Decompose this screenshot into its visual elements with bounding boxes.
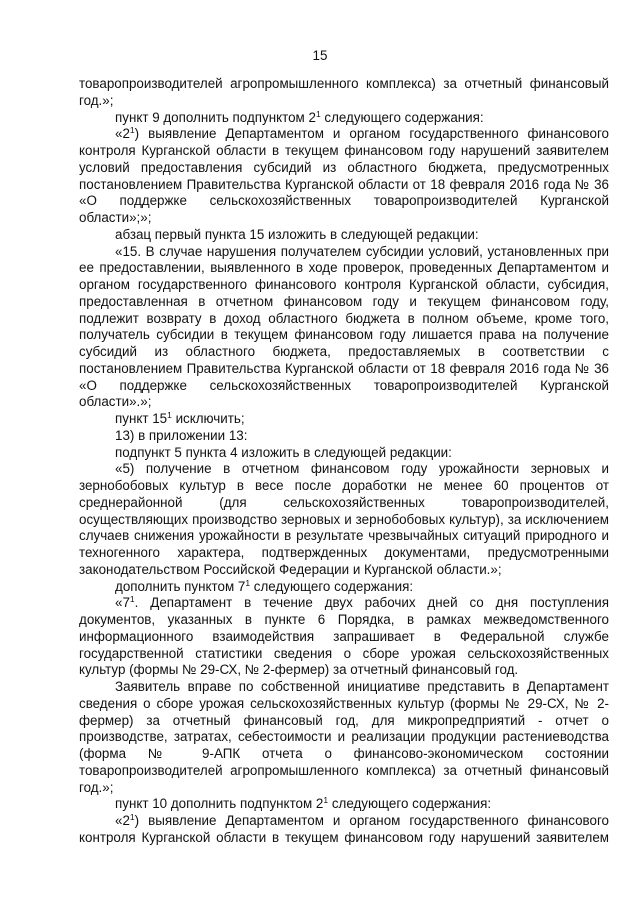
- paragraph-p14: [79, 813, 609, 847]
- paragraph-text: следующего содержания:: [320, 109, 484, 125]
- paragraph-text: «7: [115, 595, 130, 611]
- paragraph-text: следующего содержания:: [328, 796, 492, 812]
- paragraph-text: пункт 15: [115, 411, 168, 426]
- paragraph-text: пункт 9 дополнить подпунктом 2: [115, 109, 316, 125]
- paragraph-text: ) выявление Департаментом и органом государственного финансового контроля Курганской области в текущем финансовом году нарушений заявителем условий предоставления субсидий из областного бюджета, предусмотренных постановлением Правительства Курганской области от 18 февраля 2016 года № 36 «О поддержке сельскохозяйственных товаропроизводителей Курганской области»;»;: [79, 126, 609, 225]
- paragraph-p03: [79, 126, 609, 227]
- paragraph-text: абзац первый пункта 15 изложить в следующей редакции:: [115, 226, 479, 242]
- paragraph-p02: [79, 110, 609, 127]
- paragraph-p07: [79, 428, 609, 445]
- paragraph-p01: [79, 76, 609, 110]
- paragraph-p13: [79, 796, 609, 813]
- page-number: 15: [312, 48, 328, 63]
- paragraph-text: подпункт 5 пункта 4 изложить в следующей редакции:: [115, 444, 452, 460]
- paragraph-text: «2: [115, 126, 130, 142]
- superscript-index: 1: [167, 410, 172, 420]
- paragraph-p06: [79, 411, 609, 428]
- paragraph-p09: [79, 461, 609, 578]
- paragraph-text: 13) в приложении 13:: [115, 427, 248, 443]
- paragraph-p12: [79, 679, 609, 796]
- paragraph-text: Заявитель вправе по собственной инициативе представить в Департамент сведения о сборе урожая сельскохозяйственных культур (формы № 29-СХ, № 2-фермер) за отчетный финансовый год, для микропредприятий - отчет о производстве, затратах, себестоимости и реализации продукции растениеводства (форма № 9-АПК отчета о финансово-экономическом состоянии товаропроизводителей агропромышленного комплекса) за отчетный финансовый год.»;: [79, 679, 609, 795]
- paragraph-text: . Департамент в течение двух рабочих дней со дня поступления документов, указанных в пункте 6 Порядка, в рамках межведомственного информационного взаимодействия запрашивает в Федеральной службе государственной статистики сведения о сборе урожая сельскохозяйственных культур (формы № 29-СХ, № 2-фермер) за отчетный финансовый год.: [79, 595, 609, 678]
- superscript-index: 1: [315, 108, 321, 119]
- paragraph-p08: [79, 445, 609, 462]
- superscript-index: 1: [245, 577, 251, 588]
- paragraph-p10: [79, 579, 609, 596]
- superscript-index: 1: [129, 594, 135, 605]
- superscript-index: 1: [129, 812, 135, 822]
- paragraph-text: следующего содержания:: [250, 578, 414, 594]
- paragraph-p05: [79, 244, 609, 412]
- paragraph-text: ) выявление Департаментом и органом государственного финансового контроля Курганской области в текущем финансовом году нарушений заявителем: [79, 813, 609, 845]
- superscript-index: 1: [323, 795, 329, 806]
- paragraph-text: пункт 10 дополнить подпунктом 2: [115, 796, 324, 812]
- paragraph-text: товаропроизводителей агропромышленного комплекса) за отчетный финансовый год.»;: [79, 76, 609, 108]
- paragraph-text: исключить;: [171, 411, 245, 426]
- paragraph-text: дополнить пунктом 7: [115, 578, 246, 594]
- document-body: [79, 76, 609, 847]
- superscript-index: 1: [129, 125, 135, 136]
- paragraph-text: «2: [115, 813, 130, 828]
- paragraph-text: «5) получение в отчетном финансовом году урожайности зерновых и зернобобовых культур в весе после доработки не менее 60 процентов от среднерайонной (для сельскохозяйственных товаропроизводителей, осуществляющих производство зерновых и зернобобовых культур), за исключением случаев снижения урожайности в результате чрезвычайных ситуаций природного и техногенного характера, подтвержденных документами, предусмотренными законодательством Российской Федерации и Курганской области.»;: [79, 461, 609, 577]
- paragraph-p11: [79, 595, 609, 679]
- paragraph-p04: [79, 227, 609, 244]
- paragraph-text: «15. В случае нарушения получателем субсидии условий, установленных при ее предоставлении, выявленного в ходе проверок, проведенных Департаментом и органом государственного финансового контроля Курганской области, субсидия, предоставленная в отчетном финансовом году и текущем финансовом году, подлежит возврату в доход областного бюджета в полном объеме, кроме того, получатель субсидии в текущем финансовом году лишается права на получение субсидий из областного бюджета, предоставляемых в соответствии с постановлением Правительства Курганской области от 18 февраля 2016 года № 36 «О поддержке сельскохозяйственных товаропроизводителей Курганской области».»;: [79, 243, 609, 410]
